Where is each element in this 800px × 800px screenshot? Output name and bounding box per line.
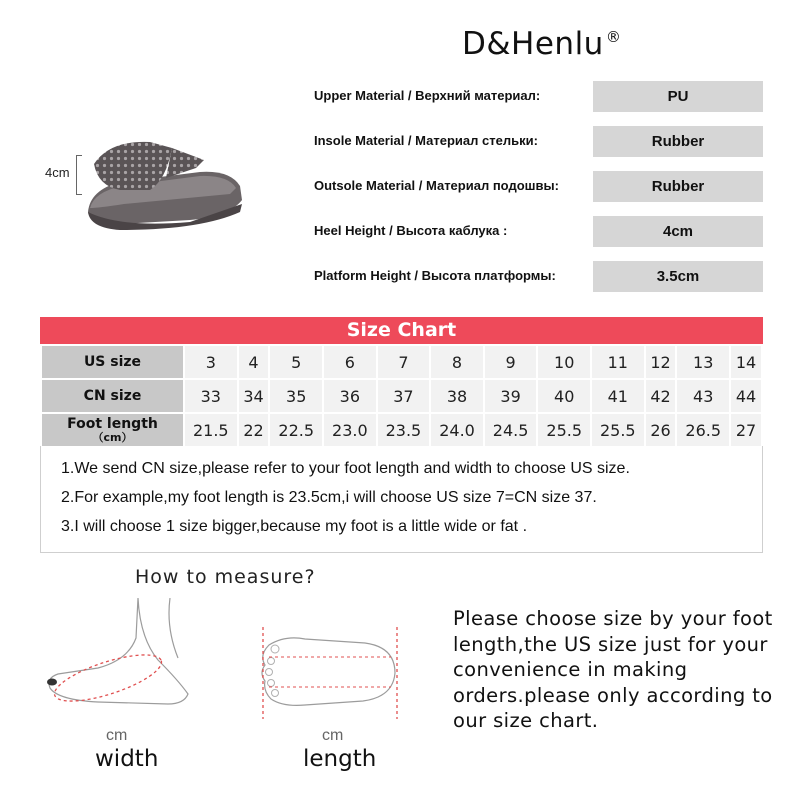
length-unit-label: cm [322,727,344,744]
spec-row-insole-material [314,126,764,157]
size-notes [40,446,763,553]
spec-label: Insole Material / Материал стельки: [314,133,538,148]
size-cell: 27 [730,413,762,447]
foot-length-row [41,413,762,447]
width-unit-label: cm [106,727,128,744]
size-cell: 11 [591,345,645,379]
size-cell: 42 [645,379,677,413]
size-cell: 26.5 [676,413,730,447]
heel-height-bracket [76,155,82,195]
size-cell: 22 [238,413,270,447]
note-1: 1.We send CN size,please refer to your foot length and width to choose US size. [61,460,630,477]
size-chart-title: Size Chart [40,317,763,344]
heel-height-label: 4cm [45,165,70,180]
foot-width-diagram [38,598,198,713]
size-cell: 13 [676,345,730,379]
size-cell: 37 [377,379,431,413]
size-cell: 23.5 [377,413,431,447]
note-3: 3.I will choose 1 size bigger,because my foot is a little wide or fat . [61,518,528,535]
size-cell: 38 [430,379,484,413]
spec-value: Rubber [593,126,763,157]
row-header-label: Foot length [67,416,158,432]
row-header-unit: （cm） [92,431,133,444]
size-cell: 33 [184,379,238,413]
row-header [41,379,184,413]
spec-row-outsole-material [314,171,764,202]
size-cell: 23.0 [323,413,377,447]
size-cell: 6 [323,345,377,379]
size-cell: 34 [238,379,270,413]
size-cell: 43 [676,379,730,413]
spec-value: 4cm [593,216,763,247]
size-cell: 39 [484,379,538,413]
size-cell: 40 [537,379,591,413]
size-cell: 12 [645,345,677,379]
size-cell: 41 [591,379,645,413]
size-cell: 21.5 [184,413,238,447]
size-cell: 5 [269,345,323,379]
note-2: 2.For example,my foot length is 23.5cm,i will choose US size 7=CN size 37. [61,489,597,506]
us-size-row [41,345,762,379]
spec-row-upper-material [314,81,764,112]
spec-row-heel-height [314,216,764,247]
size-cell: 24.5 [484,413,538,447]
spec-label: Heel Height / Высота каблука : [314,223,508,238]
size-cell: 3 [184,345,238,379]
spec-value: Rubber [593,171,763,202]
size-chart-table [40,344,763,448]
spec-label: Outsole Material / Материал подошвы: [314,178,559,193]
size-cell: 8 [430,345,484,379]
spec-row-platform-height [314,261,764,292]
size-cell: 35 [269,379,323,413]
brand-logo [462,26,621,62]
size-cell: 9 [484,345,538,379]
size-cell: 4 [238,345,270,379]
sandal-product-image [80,120,250,230]
cn-size-row [41,379,762,413]
size-cell: 22.5 [269,413,323,447]
size-cell: 24.0 [430,413,484,447]
size-cell: 25.5 [537,413,591,447]
width-label: width [95,746,159,772]
spec-label: Platform Height / Высота платформы: [314,268,556,283]
size-cell: 10 [537,345,591,379]
size-cell: 14 [730,345,762,379]
size-cell: 44 [730,379,762,413]
spec-label: Upper Material / Верхний материал: [314,88,541,103]
row-header [41,345,184,379]
spec-value: PU [593,81,763,112]
size-cell: 36 [323,379,377,413]
row-header [41,413,184,447]
size-cell: 26 [645,413,677,447]
size-advice-text: Please choose size by your foot length,the US size just for your convenience in making orders.please only according to our size chart. [453,607,773,732]
registered-mark: ® [605,28,622,46]
how-to-measure-title: How to measure? [135,566,316,588]
size-cell: 25.5 [591,413,645,447]
length-label: length [303,746,377,772]
row-header-label: US size [83,353,142,370]
size-cell: 7 [377,345,431,379]
foot-length-diagram [255,625,405,720]
row-header-label: CN size [83,387,142,404]
spec-value: 3.5cm [593,261,763,292]
brand-name: D&Henlu [462,26,604,62]
